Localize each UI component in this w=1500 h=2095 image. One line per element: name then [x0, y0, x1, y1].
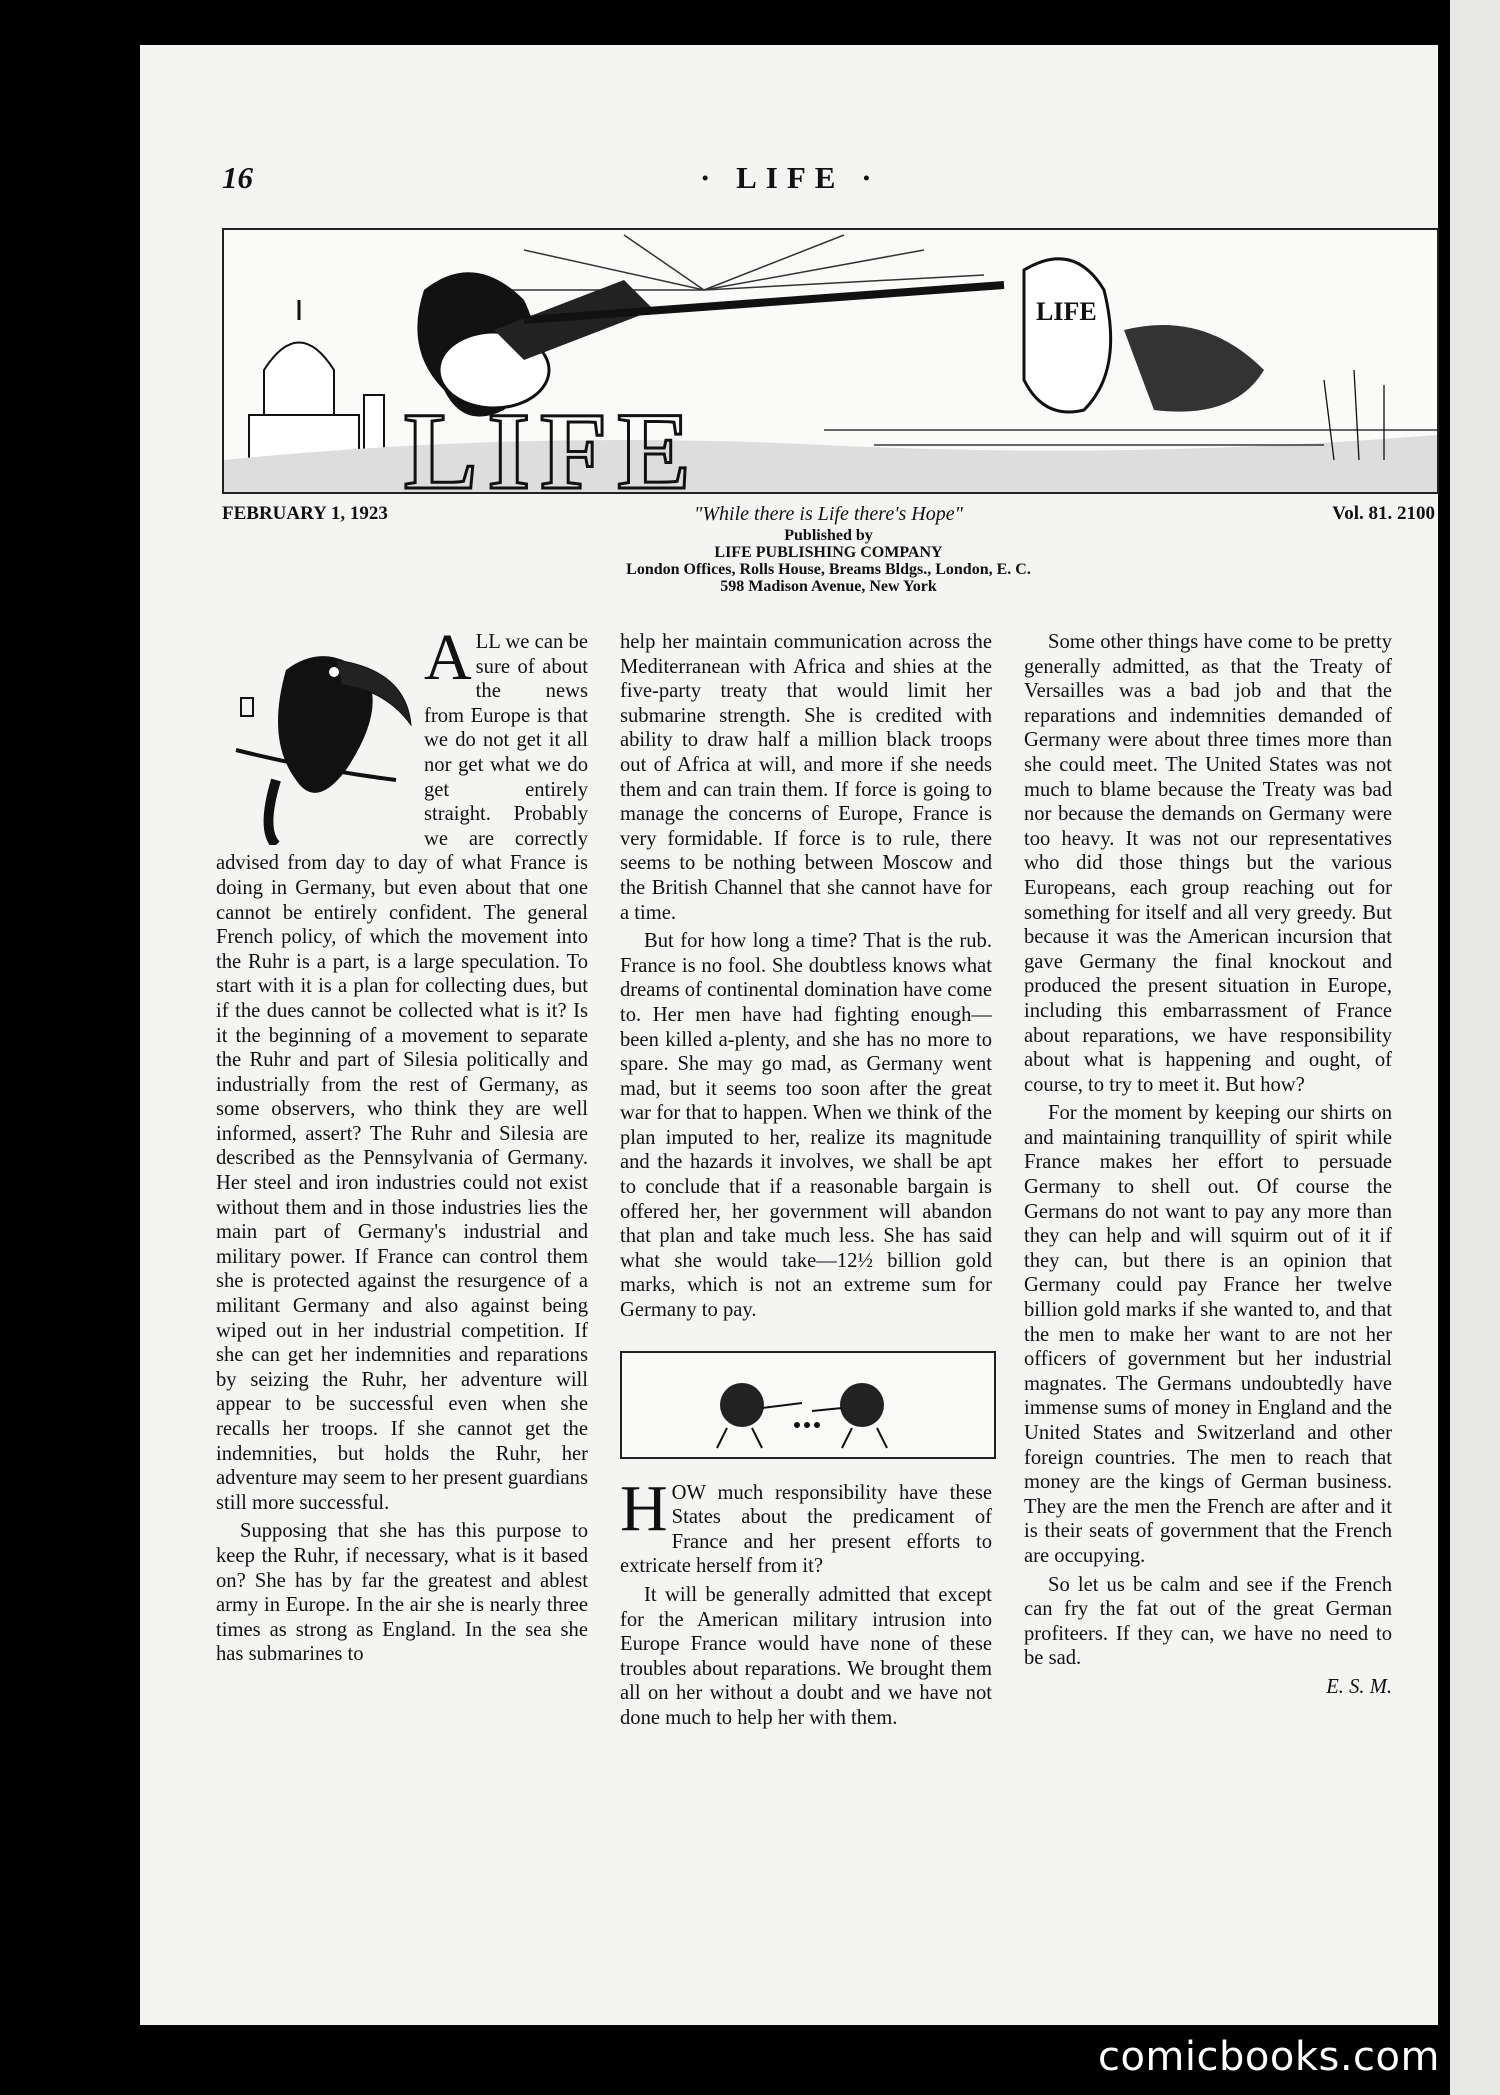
article-column-2: [620, 630, 992, 1735]
paragraph: So let us be calm and see if the French can fry the fat out of the great German profiteers. If they can, we have no need to be sad.: [1024, 1573, 1392, 1670]
masthead-artwork: [224, 230, 1437, 492]
paragraph: It will be generally admitted that except for the American military intrusion into Europe France would have none of these troubles about reparations. We brought them all on her without a doubt and we have not done much to help her with them.: [620, 1584, 992, 1729]
issue-date: FEBRUARY 1, 1923: [222, 503, 388, 524]
two-figures-illustration: [622, 1353, 994, 1457]
paragraph: ALL we can be sure of about the news from Europe is that we do not get it all nor get what we do get entirely straight. Probably we are correctly advised from day to day of what France is doing in Germany, but even about that one cannot be entirely confident. The general French policy, of which the movement into the Ruhr is a part, is a large speculation. To start with it is a plan for collecting dues, but if the dues cannot be collected what is it? Is it the beginning of a movement to separate the Ruhr and part of Silesia politically and industrially from the rest of Germany, as some observers, who think they are well informed, assert? The Ruhr and Silesia are described as the Pennsylvania of Germany. Her steel and iron industries could not exist without them and in those industries lies the main part of Germany's industrial and military power. If France can control them she is protected against the resurgence of a militant Germany and also against being wiped out in her industrial competition. If she can get her indemnities and reparations by seizing the Ruhr, her adventure will appear to be successful even when she recalls her troops. If she cannot get the indemnities, but holds the Ruhr, her adventure may seem to her present guardians still more successful.: [216, 621, 588, 1514]
shield-text: LIFE: [1036, 297, 1097, 326]
running-head: · LIFE ·: [700, 160, 881, 195]
published-by: Published by: [784, 527, 873, 544]
author-signature: E. S. M.: [1326, 1675, 1392, 1698]
publisher-name: LIFE PUBLISHING COMPANY: [714, 544, 943, 561]
page-spine: [1450, 0, 1500, 2095]
paragraph: But for how long a time? That is the rub. France is no fool. She doubtless knows what dreams of continental domination have come to. Her men have had fighting enough—been killed a-plenty, and she has no more to spare. She may go mad, as Germany went mad, but it seems too soon after the great war for that to happen. When we think of the plan imputed to her, realize its magnitude and the hazards it involves, we shall be apt to conclude that if a reasonable bargain is offered her, her government will abandon that plan and take much less. She has said what she would take—12½ billion gold marks, which is not an extreme sum for Germany to pay.: [620, 930, 992, 1322]
motto: "While there is Life there's Hope": [694, 503, 963, 525]
dropcap: A: [424, 621, 472, 694]
masthead-illustration: [222, 228, 1439, 494]
watermark: comicbooks.com: [1097, 2034, 1440, 2080]
volume-number: Vol. 81. 2100: [1332, 503, 1435, 524]
article-column-3: [1024, 630, 1392, 1700]
article-column-1: [216, 621, 588, 1671]
london-offices: London Offices, Rolls House, Breams Bldgs., London, E. C.: [626, 561, 1031, 578]
dropcap: H: [620, 1471, 668, 1545]
life-logo: LIFE: [404, 390, 701, 492]
toucan-illustration: [216, 630, 416, 845]
paragraph: Supposing that she has this purpose to keep the Ruhr, if necessary, what is it based on? She has by far the greatest and ablest army in Europe. In the air she is nearly three times as strong as England. In the sea she has submarines to: [216, 1520, 588, 1666]
paragraph: HOW much responsibility have these States about the predicament of France and her present efforts to extricate herself from it?: [620, 1471, 992, 1578]
paragraph: For the moment by keeping our shirts on and maintaining tranquillity of spirit while France makes her effort to persuade Germany to shell out. Of course the Germans do not want to pay any more than they can help and will squirm out of it if they can, but there is an opinion that Germany could pay France her twelve billion gold marks if she wanted to, and that the men to make her want to are not her officers of government but her industrial magnates. The Germans undoubtedly have immense sums of money in England and the United States and Switzerland and other foreign countries. The men to reach that money are the kings of German business. They are the men the French are after and it is their seats of government that the French are occupying.: [1024, 1102, 1392, 1567]
page-number: 16: [222, 160, 253, 195]
paragraph: Some other things have come to be pretty generally admitted, as that the Treaty of Versailles was a bad job and that the reparations and indemnities demanded of Germany were about three times more than she could meet. The United States was not much to blame because the Treaty was bad nor because the demands on Germany were too heavy. It was not our representatives who did those things but the various Europeans, each group reaching out for something for itself and all very greedy. But because it was the American incursion that gave Germany the final knockout and produced the present situation in Europe, including this embarrassment of France about reparations, we have responsibility about what is happening and ought, of course, to try to meet it. But how?: [1024, 631, 1392, 1096]
section-ornament: [620, 1351, 996, 1459]
paragraph: help her maintain communication across the Mediterranean with Africa and shies at the five-party treaty that would limit her submarine strength. She is credited with ability to draw half a million black troops out of Africa at will, and more if she needs them and can train them. If force is going to manage the concerns of Europe, France is very formidable. If force is to rule, there seems to be nothing between Moscow and the British Channel that she cannot have for a time.: [620, 631, 992, 924]
new-york-address: 598 Madison Avenue, New York: [720, 578, 937, 595]
